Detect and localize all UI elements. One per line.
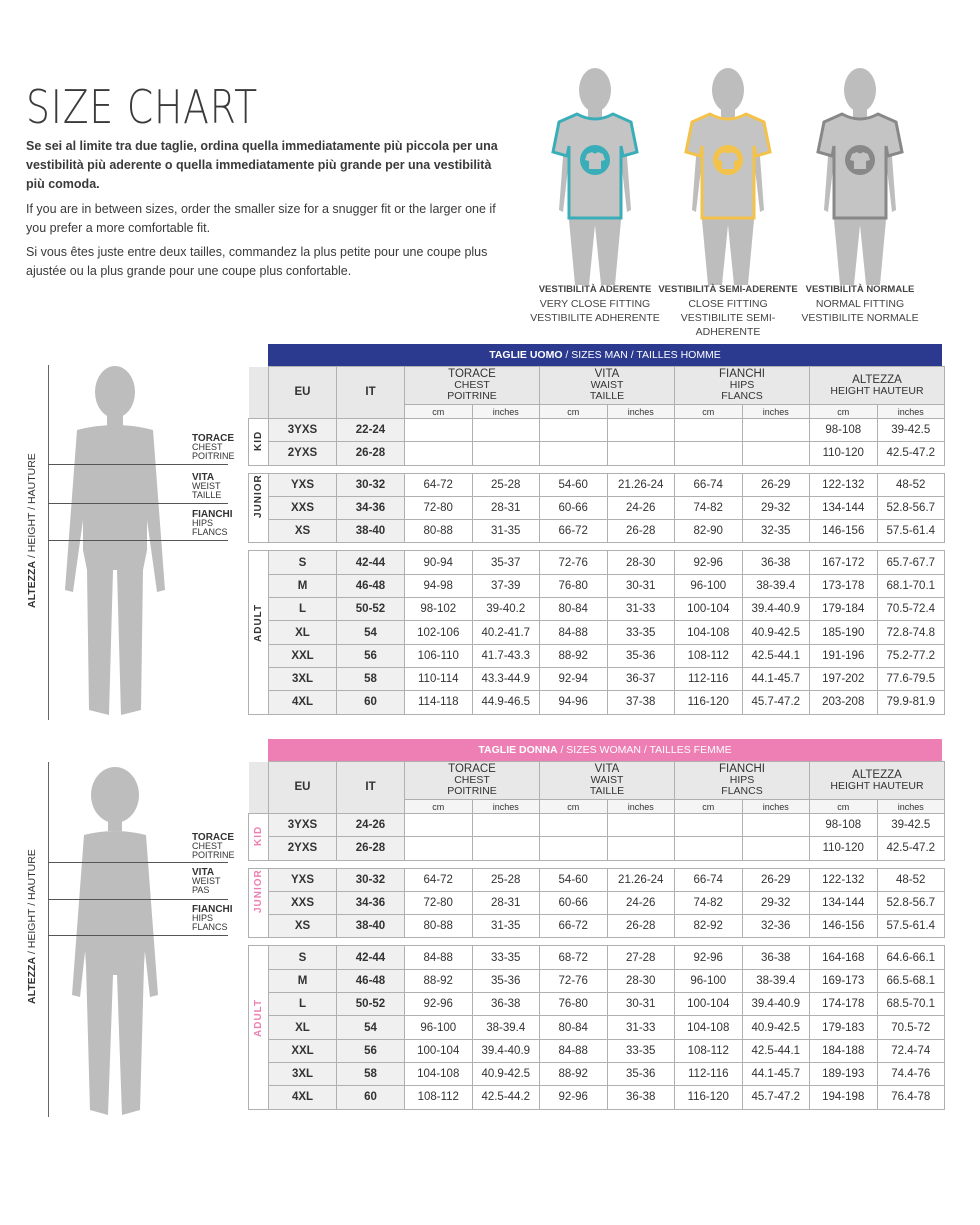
measure-label-0: TORACE CHEST POITRINE xyxy=(192,832,235,860)
intro-italian: Se sei al limite tra due taglie, ordina quella immediatamente più piccola per una vestibilità più aderente o quella immediatamente più grande per una vestibilità più comoda. xyxy=(26,139,498,191)
table-row: 4XL 60 114-118 44.9-46.5 94-96 37-38 116-120 45.7-47.2 203-208 79.9-81.9 xyxy=(249,691,945,714)
tshirt-figure-2-icon xyxy=(800,60,920,290)
size-table-man: EU IT TORACE CHEST POITRINE VITA WAIST TAILLE FIANCHI HIPS FLANCS ALTEZZA HEIGHT HAUTEUR cm inches cm inches cm inches cm inches KID 3YXS 22-24 98-108 39-42.5 2YXS 26-28 110-120 42.5-47.2 JUNIOR YXS 30-32 64-72 25-28 54-60 21.26-24 66-74 26-29 122-132 48-52 XXS 34-36 72-80 28-31 60-66 24-26 74-82 29-32 134-144 52.8-56.7 XS 38-40 80-88 31-35 66-72 26-28 82-90 32-35 146-156 57.5-61.4 ADULT S 42-44 90-94 35-37 72-76 28-30 92-96 36-38 167-172 65.7-67.7 M 46-48 94-98 37-39 76-80 30-31 96-100 38-39.4 173-178 68.1-70.1 L 50-52 98-102 39-40.2 80-84 31-33 100-104 39.4-40.9 179-184 70.5-72.4 XL 54 102-106 40.2-41.7 84-88 33-35 104-108 40.9-42.5 185-190 72.8-74.8 XXL 56 106-110 41.7-43.3 88-92 35-36 108-112 42.5-44.1 191-196 75.2-77.2 3XL 58 110-114 43.3-44.9 92-94 36-37 112-116 44.1-45.7 197-202 77.6-79.5 4XL 60 114-118 44.9-46.5 94-96 37-38 116-120 45.7-47.2 203-208 79.9-81.9 xyxy=(248,366,944,715)
chest-line-woman xyxy=(48,862,228,863)
table-row: JUNIOR YXS 30-32 64-72 25-28 54-60 21.26-24 66-74 26-29 122-132 48-52 xyxy=(249,473,945,496)
table-row: XL 54 96-100 38-39.4 80-84 31-33 104-108 40.9-42.5 179-183 70.5-72 xyxy=(249,1016,945,1039)
waist-line-woman xyxy=(48,899,228,900)
table-row: JUNIOR YXS 30-32 64-72 25-28 54-60 21.26-24 66-74 26-29 122-132 48-52 xyxy=(249,868,945,891)
page-title: SIZE CHART xyxy=(26,80,258,134)
table-row: ADULT S 42-44 90-94 35-37 72-76 28-30 92-96 36-38 167-172 65.7-67.7 xyxy=(249,551,945,574)
table-row: L 50-52 92-96 36-38 76-80 30-31 100-104 39.4-40.9 174-178 68.5-70.1 xyxy=(249,993,945,1016)
measure-label-2: FIANCHI HIPS FLANCS xyxy=(192,509,233,537)
table-row: XL 54 102-106 40.2-41.7 84-88 33-35 104-108 40.9-42.5 185-190 72.8-74.8 xyxy=(249,621,945,644)
table-row: XXL 56 106-110 41.7-43.3 88-92 35-36 108-112 42.5-44.1 191-196 75.2-77.2 xyxy=(249,644,945,667)
table-row: XXS 34-36 72-80 28-31 60-66 24-26 74-82 29-32 134-144 52.8-56.7 xyxy=(249,496,945,519)
banner-man: TAGLIE UOMO / SIZES MAN / TAILLES HOMME xyxy=(268,344,942,366)
banner-woman: TAGLIE DONNA / SIZES WOMAN / TAILLES FEMME xyxy=(268,739,942,761)
measure-label-0: TORACE CHEST POITRINE xyxy=(192,433,235,461)
table-row: XS 38-40 80-88 31-35 66-72 26-28 82-90 32-35 146-156 57.5-61.4 xyxy=(249,520,945,543)
table-row: XS 38-40 80-88 31-35 66-72 26-28 82-92 32-36 146-156 57.5-61.4 xyxy=(249,915,945,938)
fit-label-1: VESTIBILITÀ SEMI-ADERENTE CLOSE FITTING VESTIBILITE SEMI-ADHERENTE xyxy=(658,284,798,338)
table-row: 2YXS 26-28 110-120 42.5-47.2 xyxy=(249,442,945,465)
measure-label-2: FIANCHI HIPS FLANCS xyxy=(192,904,233,932)
measure-label-1: VITA WEIST TAILLE xyxy=(192,472,222,500)
table-row: 3XL 58 104-108 40.9-42.5 88-92 35-36 112-116 44.1-45.7 189-193 74.4-76 xyxy=(249,1062,945,1085)
tshirt-figure-0-icon xyxy=(535,60,655,290)
height-label-man: ALTEZZA / HEIGHT / HAUTURE xyxy=(26,453,38,608)
size-table-woman: EU IT TORACE CHEST POITRINE VITA WAIST TAILLE FIANCHI HIPS FLANCS ALTEZZA HEIGHT HAUTEUR cm inches cm inches cm inches cm inches KID 3YXS 24-26 98-108 39-42.5 2YXS 26-28 110-120 42.5-47.2 JUNIOR YXS 30-32 64-72 25-28 54-60 21.26-24 66-74 26-29 122-132 48-52 XXS 34-36 72-80 28-31 60-66 24-26 74-82 29-32 134-144 52.8-56.7 XS 38-40 80-88 31-35 66-72 26-28 82-92 32-36 146-156 57.5-61.4 ADULT S 42-44 84-88 33-35 68-72 27-28 92-96 36-38 164-168 64.6-66.1 M 46-48 88-92 35-36 72-76 28-30 96-100 38-39.4 169-173 66.5-68.1 L 50-52 92-96 36-38 76-80 30-31 100-104 39.4-40.9 174-178 68.5-70.1 XL 54 96-100 38-39.4 80-84 31-33 104-108 40.9-42.5 179-183 70.5-72 XXL 56 100-104 39.4-40.9 84-88 33-35 108-112 42.5-44.1 184-188 72.4-74 3XL 58 104-108 40.9-42.5 88-92 35-36 112-116 44.1-45.7 189-193 74.4-76 4XL 60 108-112 42.5-44.2 92-96 36-38 116-120 45.7-47.2 194-198 76.4-78 xyxy=(248,761,944,1110)
table-row: KID 3YXS 22-24 98-108 39-42.5 xyxy=(249,419,945,442)
table-row: XXL 56 100-104 39.4-40.9 84-88 33-35 108-112 42.5-44.1 184-188 72.4-74 xyxy=(249,1039,945,1062)
intro-english: If you are in between sizes, order the smaller size for a snugger fit or the larger one if you prefer a more comfortable fit. xyxy=(26,202,496,235)
measure-label-1: VITA WEIST PAS xyxy=(192,867,221,895)
fit-label-0: VESTIBILITÀ ADERENTE VERY CLOSE FITTING VESTIBILITE ADHERENTE xyxy=(530,284,660,324)
table-row: ADULT S 42-44 84-88 33-35 68-72 27-28 92-96 36-38 164-168 64.6-66.1 xyxy=(249,946,945,969)
waist-line-man xyxy=(48,503,228,504)
intro-french: Si vous êtes juste entre deux tailles, commandez la plus petite pour une coupe plus ajustée ou la plus grande pour une coupe plus confortable. xyxy=(26,245,488,278)
table-row: 4XL 60 108-112 42.5-44.2 92-96 36-38 116-120 45.7-47.2 194-198 76.4-78 xyxy=(249,1086,945,1109)
table-row: L 50-52 98-102 39-40.2 80-84 31-33 100-104 39.4-40.9 179-184 70.5-72.4 xyxy=(249,598,945,621)
table-row: M 46-48 88-92 35-36 72-76 28-30 96-100 38-39.4 169-173 66.5-68.1 xyxy=(249,969,945,992)
hips-line-man xyxy=(48,540,228,541)
height-line-woman xyxy=(48,762,49,1117)
table-row: 2YXS 26-28 110-120 42.5-47.2 xyxy=(249,837,945,860)
hips-line-woman xyxy=(48,935,228,936)
table-row: M 46-48 94-98 37-39 76-80 30-31 96-100 38-39.4 173-178 68.1-70.1 xyxy=(249,574,945,597)
height-label-woman: ALTEZZA / HEIGHT / HAUTURE xyxy=(26,849,38,1004)
tshirt-figure-1-icon xyxy=(668,60,788,290)
height-line-man xyxy=(48,365,49,720)
fit-label-2: VESTIBILITÀ NORMALE NORMAL FITTING VESTIBILITE NORMALE xyxy=(801,284,919,324)
chest-line-man xyxy=(48,464,228,465)
table-row: 3XL 58 110-114 43.3-44.9 92-94 36-37 112-116 44.1-45.7 197-202 77.6-79.5 xyxy=(249,667,945,690)
woman-silhouette-icon xyxy=(60,765,170,1120)
man-silhouette-icon xyxy=(55,360,175,722)
table-row: KID 3YXS 24-26 98-108 39-42.5 xyxy=(249,814,945,837)
table-row: XXS 34-36 72-80 28-31 60-66 24-26 74-82 29-32 134-144 52.8-56.7 xyxy=(249,891,945,914)
